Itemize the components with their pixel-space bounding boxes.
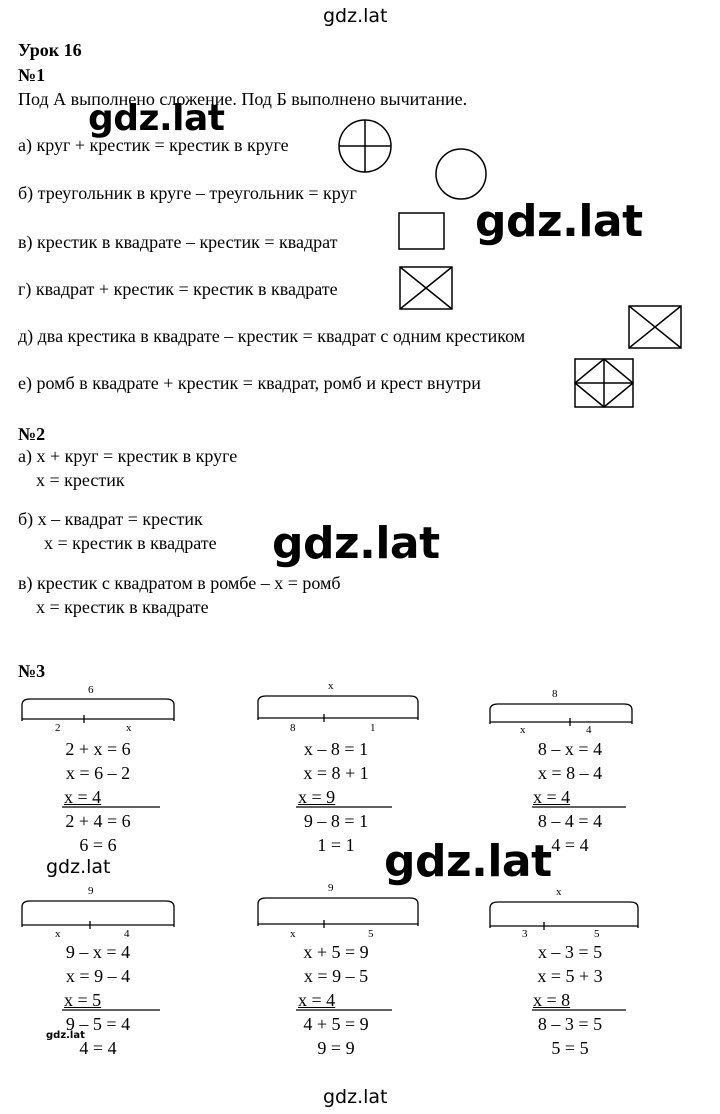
diagram-3-rule [532, 806, 632, 808]
diagram-1-rule [62, 806, 162, 808]
diagram-3-eq-4: 8 – 4 = 4 [537, 811, 603, 831]
ex2-line-4: х = крестик в квадрате [44, 533, 217, 553]
diagram-3-left: х [520, 724, 526, 736]
watermark-top: gdz.lat [323, 5, 388, 27]
ex2-line-3: б) х – квадрат = крестик [18, 509, 203, 529]
ex1-item-e: е) ромб в квадрате + крестик = квадрат, ромб и крест внутри [18, 373, 481, 393]
ex2-line-6: х = крестик в квадрате [36, 597, 209, 617]
diagram-5-eq-5: 9 = 9 [317, 1038, 355, 1058]
diagram-4-brace [20, 897, 180, 931]
ex3-number: №3 [18, 661, 46, 681]
ex1-intro: Под А выполнено сложение. Под Б выполнено вычитание. [18, 89, 468, 109]
diagram-4-top: 9 [88, 885, 94, 897]
diagram-1-right: х [126, 722, 132, 734]
square-figure [398, 212, 446, 252]
diagram-5-rule [296, 1009, 396, 1011]
diagram-1-eq-1: 2 + х = 6 [65, 739, 131, 759]
diagram-1-eq-3-text: х = 4 [64, 787, 102, 807]
diagram-1-top: 6 [88, 684, 94, 696]
watermark-overlay-2: gdz.lat [475, 196, 643, 247]
diagram-5-eq-2: х = 9 – 5 [303, 966, 369, 986]
square-cross-figure [399, 266, 455, 312]
diagram-2-brace [256, 692, 426, 724]
diagram-4-eq-2: х = 9 – 4 [65, 966, 131, 986]
diagram-4-rule [62, 1009, 162, 1011]
watermark-overlay-5: gdz.lat [384, 836, 552, 887]
diagram-3-right: 4 [586, 724, 592, 736]
ex1-item-b: б) треугольник в круге – треугольник = круг [18, 183, 357, 203]
diagram-3-brace [488, 700, 638, 728]
ex2-line-2: х = крестик [36, 470, 125, 490]
square-cross-figure-2 [628, 305, 684, 351]
watermark-overlay-4: gdz.lat [46, 856, 111, 878]
diagram-5-left: х [290, 928, 296, 940]
diagram-6-eq-3-text: х = 8 [533, 990, 571, 1010]
ex2-number: №2 [18, 424, 46, 444]
diagram-1-eq-2: х = 6 – 2 [65, 763, 131, 783]
watermark-overlay-1: gdz.lat [88, 98, 225, 139]
diagram-5-eq-4: 4 + 5 = 9 [303, 1014, 369, 1034]
diagram-6-eq-5: 5 = 5 [551, 1038, 589, 1058]
diagram-1-left: 2 [55, 722, 61, 734]
lesson-title: Урок 16 [18, 40, 82, 60]
diagram-6-eq-1: х – 3 = 5 [537, 942, 603, 962]
diagram-4-eq-4: 9 – 5 = 4 [65, 1014, 131, 1034]
diagram-5-right: 5 [368, 928, 374, 940]
diagram-3-eq-3-text: х = 4 [533, 787, 571, 807]
diagram-6-top: х [556, 886, 562, 898]
diagram-2-rule [296, 806, 396, 808]
diagram-2-eq-2: х = 8 + 1 [303, 763, 369, 783]
ex1-item-g: г) квадрат + крестик = крестик в квадрате [18, 279, 338, 299]
diagram-3-eq-1: 8 – х = 4 [537, 739, 603, 759]
diagram-6-eq-2: х = 5 + 3 [537, 966, 603, 986]
diagram-4-eq-5: 4 = 4 [79, 1038, 117, 1058]
watermark-bottom: gdz.lat [323, 1086, 388, 1108]
diagram-1-eq-5: 6 = 6 [79, 835, 117, 855]
diagram-5-eq-1: х + 5 = 9 [303, 942, 369, 962]
ex1-number: №1 [18, 65, 46, 85]
diagram-6-left: 3 [522, 928, 528, 940]
diagram-6-eq-4: 8 – 3 = 5 [537, 1014, 603, 1034]
ex2-line-1: а) х + круг = крестик в круге [18, 446, 238, 466]
diagram-4-left: х [55, 928, 61, 940]
diagram-5-top: 9 [328, 882, 334, 894]
diagram-6-rule [532, 1009, 632, 1011]
diagram-4-eq-1: 9 – х = 4 [65, 942, 131, 962]
diagram-4-right: 4 [124, 928, 130, 940]
diagram-2-right: 1 [370, 722, 376, 734]
diagram-2-eq-1: х – 8 = 1 [303, 739, 369, 759]
diagram-5-eq-3-text: х = 4 [298, 990, 336, 1010]
square-rhombus-cross-figure [574, 358, 636, 410]
diagram-5-brace [256, 894, 426, 930]
ex1-item-v: в) крестик в квадрате – крестик = квадрат [18, 232, 338, 252]
diagram-2-left: 8 [290, 722, 296, 734]
ex1-item-a: а) круг + крестик = крестик в круге [18, 135, 289, 155]
diagram-1-eq-4: 2 + 4 = 6 [65, 811, 131, 831]
diagram-3-eq-5: 4 = 4 [551, 835, 589, 855]
ex1-item-d: д) два крестика в квадрате – крестик = квадрат с одним крестиком [18, 326, 526, 346]
ex2-line-5: в) крестик с квадратом в ромбе – х = ромб [18, 573, 341, 593]
diagram-2-eq-4: 9 – 8 = 1 [303, 811, 369, 831]
diagram-4-eq-3-text: х = 5 [64, 990, 102, 1010]
circle-figure [433, 146, 489, 202]
diagram-2-eq-3-text: х = 9 [298, 787, 336, 807]
diagram-2-eq-5: 1 = 1 [317, 835, 355, 855]
diagram-3-top: 8 [552, 688, 558, 700]
diagram-2-top: х [328, 680, 334, 692]
watermark-overlay-3: gdz.lat [272, 518, 440, 569]
diagram-1-brace [20, 695, 180, 725]
diagram-6-right: 5 [594, 928, 600, 940]
diagram-3-eq-2: х = 8 – 4 [537, 763, 603, 783]
circle-cross-figure [337, 118, 393, 174]
diagram-6-brace [488, 898, 644, 932]
watermark-overlay-6: gdz.lat [46, 1030, 85, 1041]
